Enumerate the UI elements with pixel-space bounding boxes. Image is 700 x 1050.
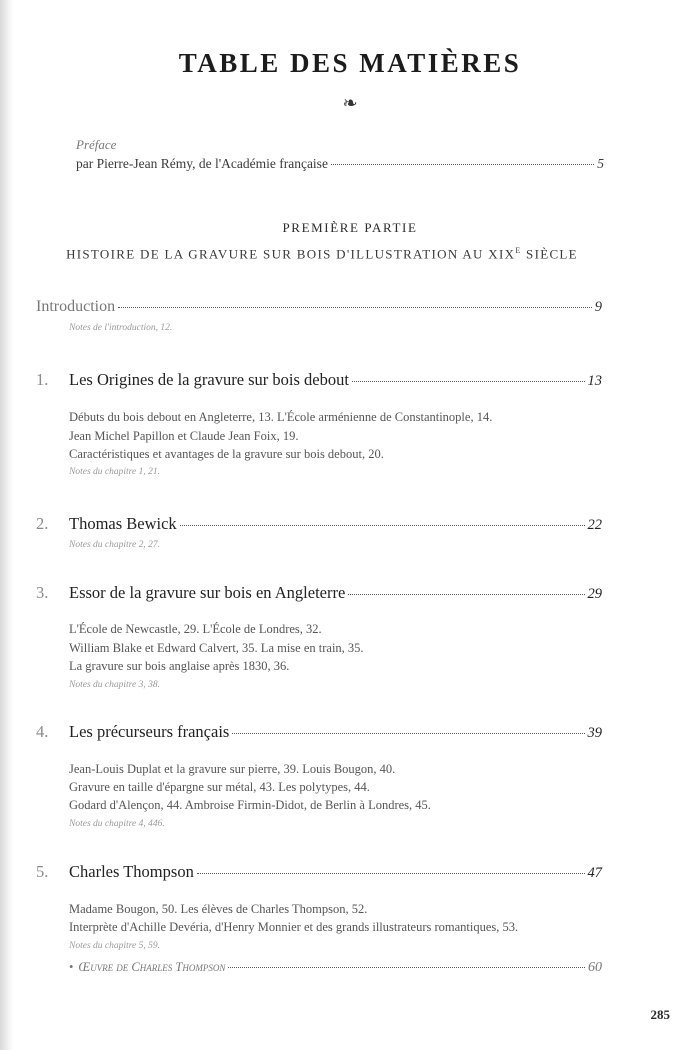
preface-page: 5 xyxy=(597,156,604,171)
chapter-entry-1[interactable] xyxy=(36,370,602,390)
chapter-title: Les Origines de la gravure sur bois debout xyxy=(69,370,349,389)
dot-leader xyxy=(352,381,585,382)
bullet-icon: • xyxy=(69,960,74,974)
dot-leader xyxy=(348,594,584,595)
dot-leader xyxy=(118,307,592,308)
dot-leader xyxy=(232,733,584,734)
dot-leader xyxy=(180,525,585,526)
chapter-subentry: Caractéristiques et avantages de la gravure sur bois debout, 20. xyxy=(69,447,384,461)
part-heading: PREMIÈRE PARTIE xyxy=(282,220,418,235)
chapter-subentry: Jean-Louis Duplat et la gravure sur pierre, 39. Louis Bougon, 40. xyxy=(69,762,396,776)
chapter-title: Essor de la gravure sur bois en Angleterre xyxy=(69,583,346,602)
chapter-subentry: Jean Michel Papillon et Claude Jean Foix, 19. xyxy=(69,429,299,443)
chapter-page: 47 xyxy=(587,865,602,881)
dot-leader xyxy=(228,967,585,968)
fleuron-ornament-icon: ❧ xyxy=(342,93,358,113)
chapter-number: 1. xyxy=(36,370,49,389)
page-number: 285 xyxy=(650,1007,670,1022)
chapter-entry-3[interactable] xyxy=(36,583,602,603)
chapter-note: Notes du chapitre 4, 446. xyxy=(69,819,165,829)
chapter-page: 13 xyxy=(587,373,602,389)
chapter-entry-4[interactable] xyxy=(36,722,602,742)
preface-text: par Pierre-Jean Rémy, de l'Académie française xyxy=(76,156,328,171)
chapter-subentry: Godard d'Alençon, 44. Ambroise Firmin-Didot, de Berlin à Londres, 45. xyxy=(69,798,431,812)
chapter-subentry: La gravure sur bois anglaise après 1830, 36. xyxy=(69,659,290,673)
part-subtitle-end: SIÈCLE xyxy=(521,246,578,262)
chapter-page: 39 xyxy=(587,725,602,741)
preface-label: Préface xyxy=(76,137,117,152)
chapter-subentry: Gravure en taille d'épargne sur métal, 43. Les polytypes, 44. xyxy=(69,780,370,794)
page-title: TABLE DES MATIÈRES xyxy=(178,48,522,78)
chapter-title: Charles Thompson xyxy=(69,862,194,881)
chapter-page: 29 xyxy=(587,586,602,602)
chapter-title: Thomas Bewick xyxy=(69,514,177,533)
chapter-note: Notes du chapitre 2, 27. xyxy=(69,540,160,550)
chapter-entry-5[interactable] xyxy=(36,862,602,882)
chapter-subentry: L'École de Newcastle, 29. L'École de Londres, 32. xyxy=(69,622,322,636)
chapter-note: Notes du chapitre 3, 38. xyxy=(69,680,160,690)
chapter-note: Notes du chapitre 5, 59. xyxy=(69,941,160,951)
chapter-note: Notes du chapitre 1, 21. xyxy=(69,467,160,477)
chapter-number: 3. xyxy=(36,583,49,602)
chapter-subentry: William Blake et Edward Calvert, 35. La mise en train, 35. xyxy=(69,641,364,655)
oeuvre-title: Œuvre de Charles Thompson xyxy=(78,960,226,974)
chapter-number: 2. xyxy=(36,514,49,533)
part-subtitle-superscript: E xyxy=(515,246,522,255)
dot-leader xyxy=(331,164,594,165)
oeuvre-entry[interactable] xyxy=(69,960,602,976)
introduction-page: 9 xyxy=(594,299,602,315)
introduction-note: Notes de l'introduction, 12. xyxy=(69,323,173,333)
chapter-title: Les précurseurs français xyxy=(69,722,230,741)
part-subtitle-main: HISTOIRE DE LA GRAVURE SUR BOIS D'ILLUSTRATION AU XIX xyxy=(66,246,516,262)
oeuvre-page: 60 xyxy=(588,960,602,975)
chapter-subentry: Madame Bougon, 50. Les élèves de Charles Thompson, 52. xyxy=(69,902,368,916)
chapter-page: 22 xyxy=(587,517,602,533)
chapter-subentry: Débuts du bois debout en Angleterre, 13. L'École arménienne de Constantinople, 14. xyxy=(69,410,493,424)
introduction-title: Introduction xyxy=(36,298,116,315)
chapter-number: 4. xyxy=(36,722,49,741)
dot-leader xyxy=(197,873,585,874)
part-subtitle xyxy=(42,246,602,262)
preface-entry[interactable] xyxy=(76,156,604,172)
introduction-entry[interactable] xyxy=(36,298,602,316)
chapter-number: 5. xyxy=(36,862,49,881)
chapter-subentry: Interprète d'Achille Devéria, d'Henry Monnier et des grands illustrateurs romantiques, 53. xyxy=(69,920,519,934)
chapter-entry-2[interactable] xyxy=(36,514,602,534)
